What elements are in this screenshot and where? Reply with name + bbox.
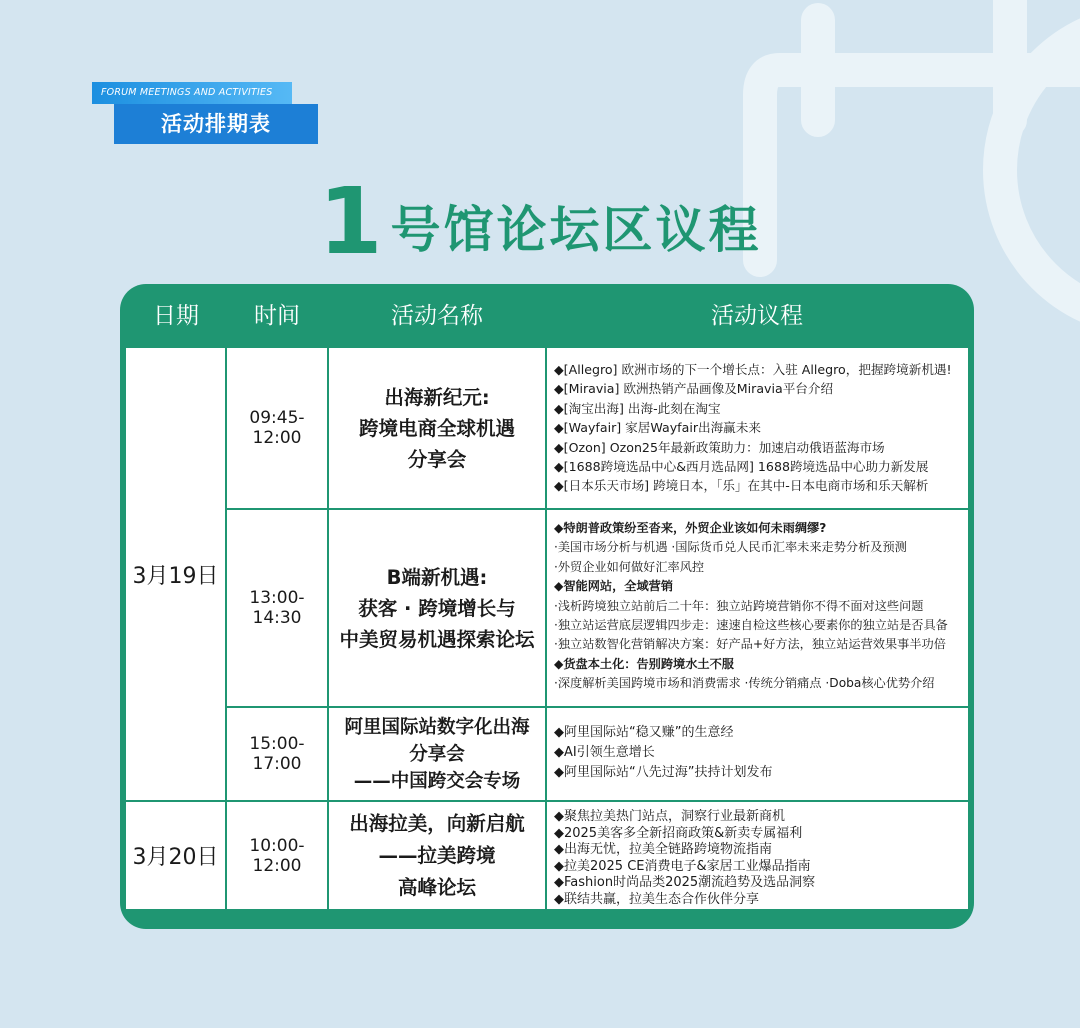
- agenda-item: ◆[淘宝出海] 出海-此刻在淘宝: [554, 400, 721, 416]
- activity-name-line: 出海新纪元:: [384, 385, 490, 409]
- agenda-heading: ◆智能网站，全域营销: [554, 579, 674, 594]
- activity-name-cell: [329, 348, 545, 508]
- activity-name-line: 高峰论坛: [397, 875, 476, 899]
- activity-name-line: B端新机遇:: [386, 565, 488, 589]
- agenda-item: ◆[日本乐天市场] 跨境日本，「乐」在其中-日本电商市场和乐天解析: [554, 478, 929, 494]
- agenda-cell: [554, 809, 966, 907]
- agenda-item: ·浅析跨境独立站前后二十年：独立站跨境营销你不得不面对这些问题: [554, 598, 924, 613]
- time-cell: 10:00-12:00: [249, 835, 305, 876]
- activity-name-line: ——拉美跨境: [378, 843, 496, 867]
- activity-name-line: ——中国跨交会专场: [353, 770, 521, 792]
- agenda-item: ·美国市场分析与机遇 ·国际货币兑人民币汇率未来走势分析及预测: [554, 540, 907, 555]
- activity-name-cell: [329, 802, 545, 909]
- agenda-cell: [554, 360, 966, 506]
- agenda-item: ◆联结共赢，拉美生态合作伙伴分享: [554, 891, 759, 907]
- activity-name-line: 中美贸易机遇探索论坛: [339, 627, 535, 651]
- agenda-item: ◆出海无忧，拉美全链路跨境物流指南: [554, 842, 772, 858]
- agenda-item: ·深度解析美国跨境市场和消费需求 ·传统分销痛点 ·Doba核心优势介绍: [554, 676, 935, 691]
- agenda-item: ◆阿里国际站“八先过海”扶持计划发布: [554, 765, 773, 780]
- page-title: [0, 168, 1080, 275]
- page-title-number: 1: [318, 168, 383, 275]
- header-time: 时间: [254, 303, 300, 329]
- activity-name-line: 分享会: [407, 447, 467, 471]
- schedule-banner: [92, 82, 318, 148]
- activity-name-line: 分享会: [409, 743, 465, 765]
- header-activity-name: 活动名称: [391, 303, 483, 329]
- agenda-item: ◆[Ozon] Ozon25年最新政策助力：加速启动俄语蓝海市场: [554, 439, 885, 455]
- time-cell: 13:00-14:30: [249, 588, 305, 628]
- agenda-item: ◆阿里国际站“稳又赚”的生意经: [554, 725, 734, 740]
- agenda-cell: [554, 723, 966, 795]
- table-header: [120, 284, 974, 348]
- agenda-item: ◆[1688跨境选品中心&西月选品网] 1688跨境选品中心助力新发展: [554, 459, 929, 475]
- activity-name-line: 阿里国际站数字化出海: [344, 716, 530, 738]
- agenda-item: ·独立站运营底层逻辑四步走：速速自检这些核心要素你的独立站是否具备: [554, 618, 948, 633]
- activity-name-line: 获客 · 跨境增长与: [358, 596, 516, 620]
- agenda-cell: [554, 519, 966, 705]
- activity-name-cell: [329, 708, 545, 800]
- column-divider: [545, 348, 547, 909]
- agenda-item: ◆[Miravia] 欧洲热销产品画像及Miravia平台介绍: [554, 381, 834, 397]
- date-cell: 3月19日: [132, 563, 219, 589]
- time-cell: 09:45-12:00: [249, 408, 305, 448]
- agenda-table: [120, 284, 974, 929]
- agenda-item: ◆Fashion时尚品类2025潮流趋势及选品洞察: [554, 875, 816, 891]
- date-cell: 3月20日: [132, 845, 219, 870]
- activity-name-line: 出海拉美，向新启航: [349, 811, 525, 835]
- activity-name-cell: [329, 510, 545, 706]
- header-agenda: 活动议程: [711, 303, 803, 329]
- banner-subtitle: FORUM MEETINGS AND ACTIVITIES: [92, 82, 292, 104]
- agenda-item: ◆[Wayfair] 家居Wayfair出海赢未来: [554, 420, 761, 436]
- agenda-item: ·外贸企业如何做好汇率风控: [554, 559, 705, 574]
- time-cell: 15:00-17:00: [249, 734, 305, 774]
- agenda-item: ◆[Allegro] 欧洲市场的下一个增长点：入驻 Allegro，把握跨境新机遇!: [554, 362, 952, 377]
- agenda-heading: ◆货盘本土化：告别跨境水土不服: [554, 656, 734, 671]
- header-date: 日期: [153, 303, 199, 329]
- activity-name-line: 跨境电商全球机遇: [358, 416, 515, 440]
- banner-title: 活动排期表: [114, 104, 318, 144]
- agenda-item: ◆2025美客多全新招商政策&新卖专属福利: [554, 825, 803, 841]
- agenda-item: ◆聚焦拉美热门站点，洞察行业最新商机: [554, 809, 785, 824]
- agenda-heading: ◆特朗普政策纷至沓来，外贸企业该如何未雨绸缪?: [554, 521, 827, 535]
- agenda-item: ·独立站数智化营销解决方案：好产品+好方法，独立站运营效果事半功倍: [554, 637, 946, 652]
- table-body: [126, 348, 968, 909]
- page-title-text: 号馆论坛区议程: [390, 201, 762, 259]
- agenda-item: ◆拉美2025 CE消费电子&家居工业爆品指南: [554, 858, 811, 874]
- agenda-item: ◆AI引领生意增长: [554, 745, 655, 760]
